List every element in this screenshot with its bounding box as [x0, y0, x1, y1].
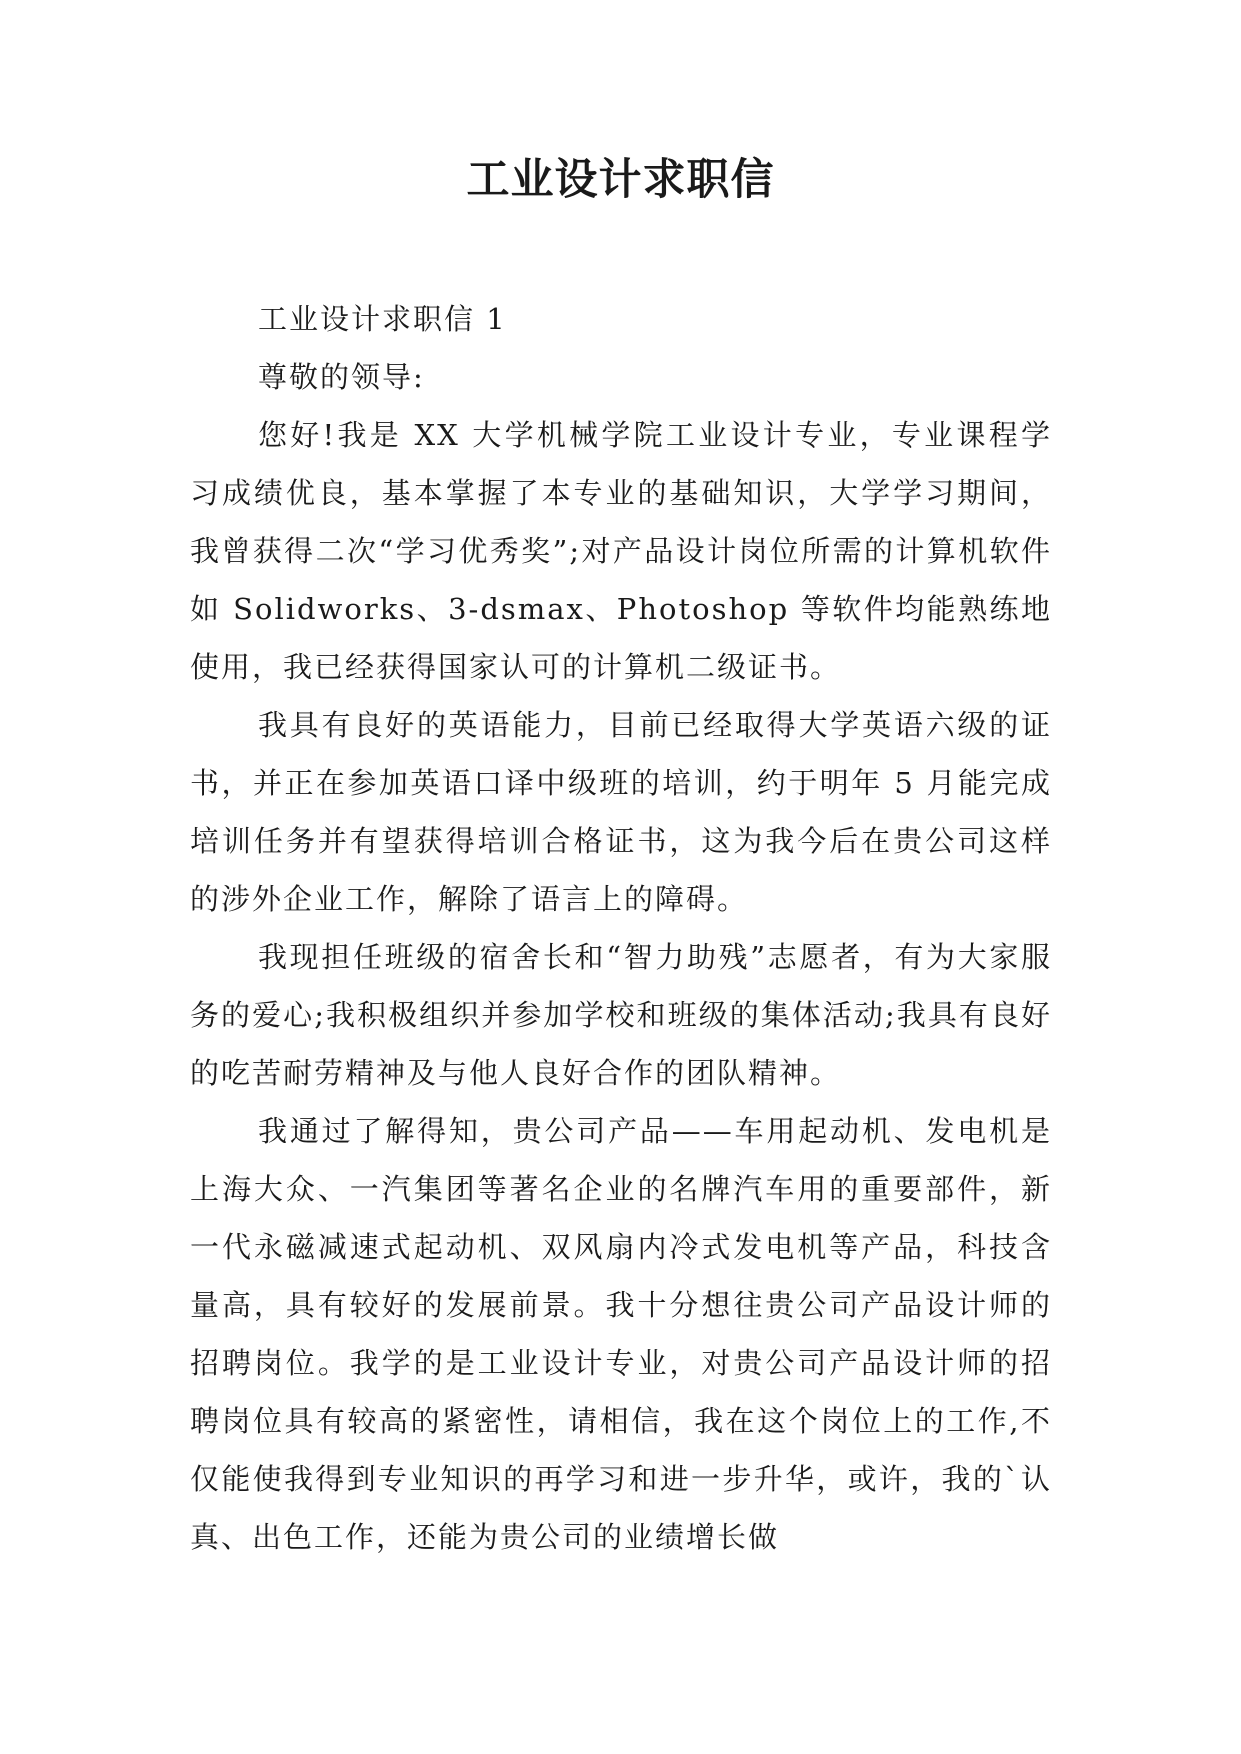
document-title: 工业设计求职信: [466, 155, 775, 205]
paragraph-activities: 我现担任班级的宿舍长和“智力助残”志愿者，有为大家服务的爱心;我积极组织并参加学校和班级的集体活动;我具有良好的吃苦耐劳精神及与他人良好合作的团队精神。: [190, 940, 1052, 1090]
salutation: 尊敬的领导:: [258, 360, 425, 394]
document-body: [190, 290, 1052, 1566]
letter-heading: 工业设计求职信 1: [258, 302, 507, 336]
paragraph-english: 我具有良好的英语能力，目前已经取得大学英语六级的证书，并正在参加英语口译中级班的培训，约于明年 5 月能完成培训任务并有望获得培训合格证书，这为我今后在贵公司这样的涉外企业工作，解除了语言上的障碍。: [190, 708, 1052, 916]
paragraph-education: 您好!我是 XX 大学机械学院工业设计专业，专业课程学习成绩优良，基本掌握了本专业的基础知识，大学学习期间，我曾获得二次“学习优秀奖”;对产品设计岗位所需的计算机软件如 Solidworks、3-dsmax、Photoshop 等软件均能熟练地使用，我已经获得国家认可的计算机二级证书。: [190, 418, 1052, 684]
paragraph-company: 我通过了解得知，贵公司产品——车用起动机、发电机是上海大众、一汽集团等著名企业的名牌汽车用的重要部件，新一代永磁减速式起动机、双风扇内冷式发电机等产品，科技含量高，具有较好的发展前景。我十分想往贵公司产品设计师的招聘岗位。我学的是工业设计专业，对贵公司产品设计师的招聘岗位具有较高的紧密性，请相信，我在这个岗位上的工作,不仅能使我得到专业知识的再学习和进一步升华，或许，我的`认真、出色工作，还能为贵公司的业绩增长做: [190, 1114, 1052, 1554]
